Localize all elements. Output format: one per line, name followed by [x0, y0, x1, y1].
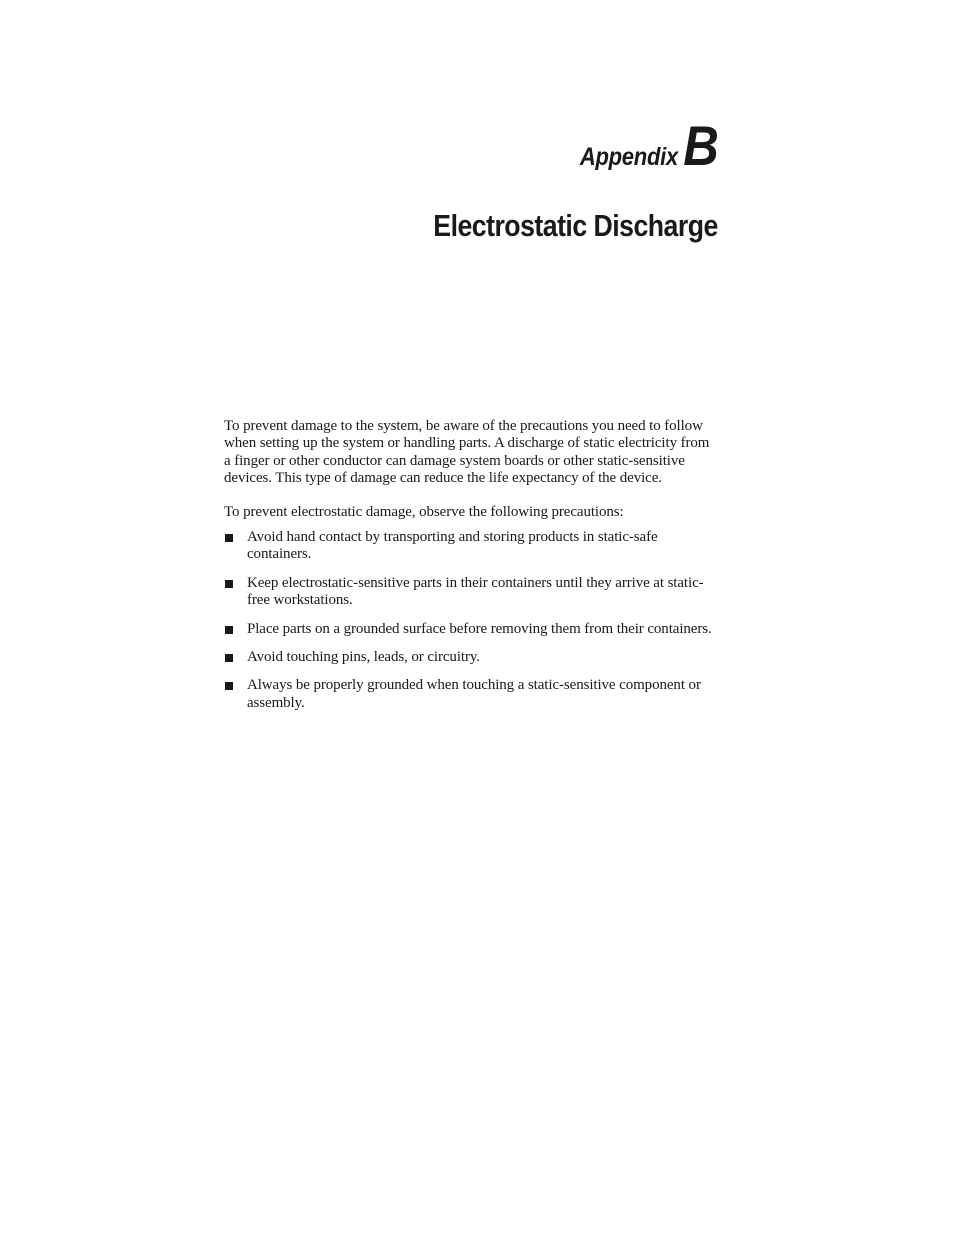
- appendix-label: Appendix: [579, 143, 679, 171]
- precautions-lead-paragraph: To prevent electrostatic damage, observe the following precautions:: [224, 503, 624, 520]
- list-item-text: Place parts on a grounded surface before removing them from their containers.: [247, 620, 712, 637]
- list-item: [224, 621, 719, 638]
- list-item: [224, 677, 719, 712]
- list-item-text: Avoid touching pins, leads, or circuitry.: [247, 649, 480, 666]
- list-item-text: Avoid hand contact by transporting and storing products in static-safe containers.: [247, 529, 658, 563]
- list-item-text: Keep electrostatic-sensitive parts in their containers until they arrive at static-free workstations.: [247, 574, 704, 609]
- list-item: [224, 649, 719, 666]
- appendix-letter: B: [683, 114, 718, 177]
- square-bullet-icon: [225, 534, 233, 542]
- document-body: [224, 418, 719, 723]
- square-bullet-icon: [225, 682, 233, 690]
- intro-paragraph: To prevent damage to the system, be aware of the precautions you need to follow when setting up the system or handling parts. A discharge of static electricity from a finger or other conductor can damage system boards or other static-sensitive devices. This type of damage can reduce the life expectancy of the device.: [224, 418, 710, 487]
- square-bullet-icon: [225, 654, 233, 662]
- list-item: [224, 529, 719, 564]
- chapter-title: Electrostatic Discharge: [433, 208, 718, 243]
- precautions-list: [224, 529, 719, 712]
- list-item: [224, 575, 719, 610]
- square-bullet-icon: [225, 626, 233, 634]
- appendix-heading: [579, 114, 718, 177]
- list-item-text: Always be properly grounded when touching a static-sensitive component or assembly.: [247, 677, 701, 711]
- square-bullet-icon: [225, 580, 233, 588]
